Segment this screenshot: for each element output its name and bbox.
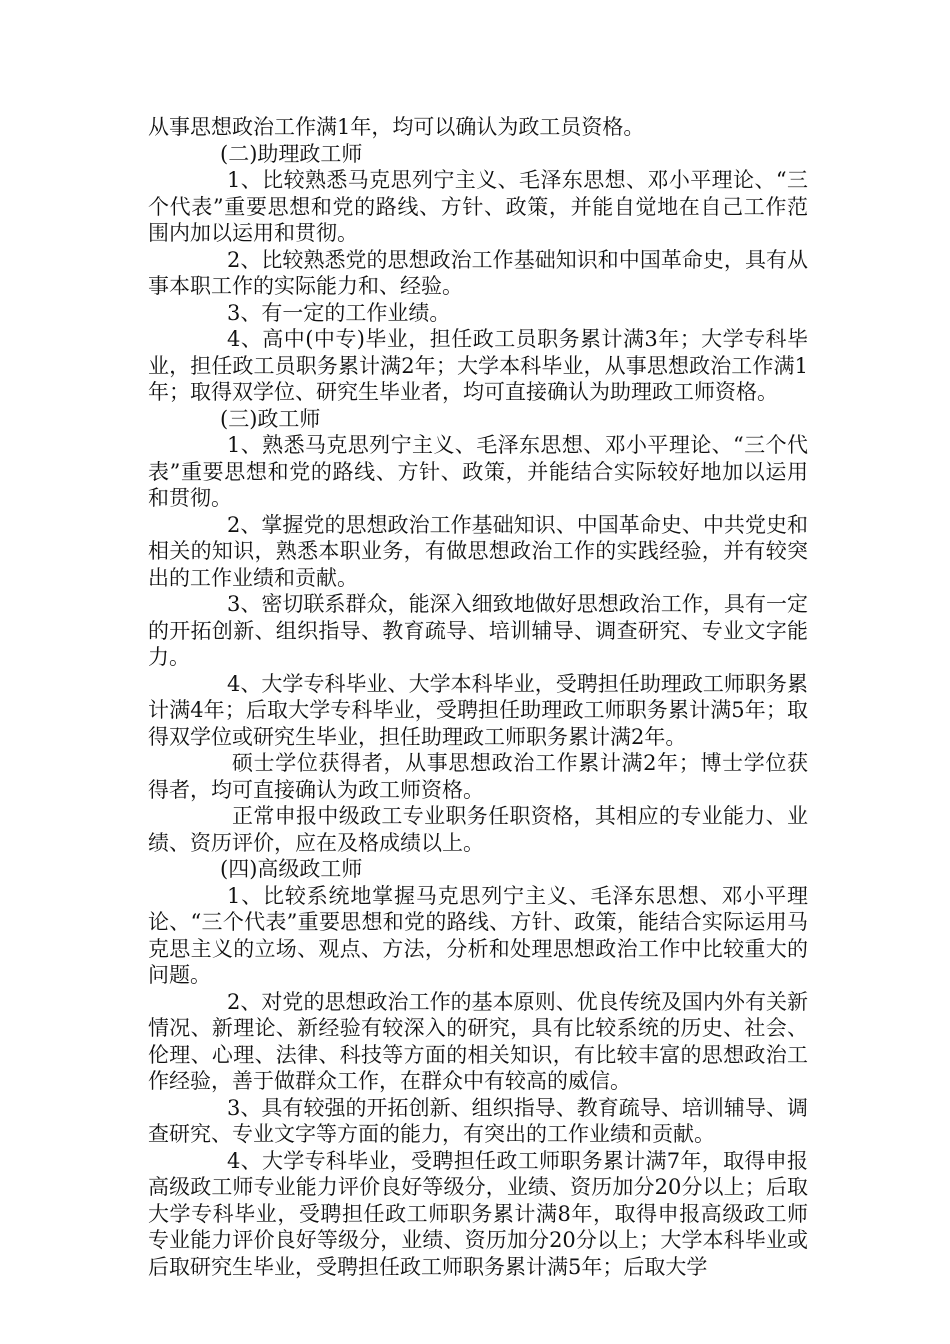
paragraph: 2、掌握党的思想政治工作基础知识、中国革命史、中共党史和相关的知识，熟悉本职业务，有做思想政治工作的实践经验，并有较突出的工作业绩和贡献。 [148, 512, 808, 590]
paragraph: 硕士学位获得者，从事思想政治工作累计满2年；博士学位获得者，均可直接确认为政工师资格。 [148, 751, 808, 802]
section-heading: (四)高级政工师 [220, 857, 363, 881]
paragraph: 2、对党的思想政治工作的基本原则、优良传统及国内外有关新情况、新理论、新经验有较深入的研究，具有比较系统的历史、社会、伦理、心理、法律、科技等方面的相关知识，有比较丰富的思想政治工作经验，善于做群众工作，在群众中有较高的威信。 [148, 989, 808, 1093]
paragraph: 4、大学专科毕业、大学本科毕业，受聘担任助理政工师职务累计满4年；后取大学专科毕业，受聘担任助理政工师职务累计满5年；取得双学位或研究生毕业，担任助理政工师职务累计满2年。 [148, 671, 808, 749]
section-heading: (二)助理政工师 [220, 141, 363, 166]
paragraph: 3、密切联系群众，能深入细致地做好思想政治工作，具有一定的开拓创新、组织指导、教育疏导、培训辅导、调查研究、专业文字能力。 [148, 592, 808, 669]
paragraph: 4、高中(中专)毕业，担任政工员职务累计满3年；大学专科毕业，担任政工员职务累计满2年；大学本科毕业，从事思想政治工作满1年；取得双学位、研究生毕业者，均可直接确认为助理政工师资格。 [148, 327, 808, 404]
paragraph: 3、具有较强的开拓创新、组织指导、教育疏导、培训辅导、调查研究、专业文字等方面的能力，有突出的工作业绩和贡献。 [148, 1095, 808, 1146]
paragraph: 从事思想政治工作满1年，均可以确认为政工员资格。 [148, 115, 645, 139]
paragraph: 2、比较熟悉党的思想政治工作基础知识和中国革命史，具有从事本职工作的实际能力和、经验。 [148, 247, 808, 298]
paragraph: 1、熟悉马克思列宁主义、毛泽东思想、邓小平理论、“三个代表”重要思想和党的路线、方针、政策，并能结合实际较好地加以运用和贯彻。 [148, 433, 808, 510]
paragraph: 4、大学专科毕业，受聘担任政工师职务累计满7年，取得申报高级政工师专业能力评价良好等级分，业绩、资历加分20分以上；后取大学专科毕业，受聘担任政工师职务累计满8年，取得申报高级政工师专业能力评价良好等级分，业绩、资历加分20分以上；大学本科毕业或后取研究生毕业，受聘担任政工师职务累计满5年；后取大学 [148, 1148, 808, 1279]
paragraph: 正常申报中级政工专业职务任职资格，其相应的专业能力、业绩、资历评价，应在及格成绩以上。 [148, 804, 808, 855]
section-heading: (三)政工师 [220, 406, 321, 431]
document-body [148, 114, 808, 1280]
paragraph: 1、比较熟悉马克思列宁主义、毛泽东思想、邓小平理论、“三个代表”重要思想和党的路线、方针、政策，并能自觉地在自己工作范围内加以运用和贯彻。 [148, 168, 808, 245]
paragraph: 1、比较系统地掌握马克思列宁主义、毛泽东思想、邓小平理论、“三个代表”重要思想和党的路线、方针、政策，能结合实际运用马克思主义的立场、观点、方法，分析和处理思想政治工作中比较重大的问题。 [148, 883, 808, 987]
paragraph: 3、有一定的工作业绩。 [227, 300, 451, 325]
